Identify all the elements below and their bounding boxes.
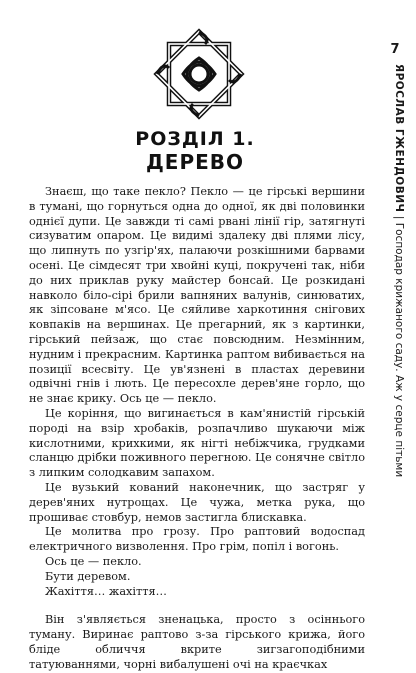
paragraph: Він з'являється зненацька, просто з осіннього туману. Виринає раптово з-за гірського крижа, його бліде обличчя вкрите зигзагоподібними татуюваннями, чорні вибалушені очі на краєчках (29, 613, 365, 671)
page-number: 7 (390, 42, 400, 57)
running-header-author: ЯРОСЛАВ ГЖЕНДОВИЧ (393, 64, 405, 213)
celtic-knot-emblem-icon (147, 22, 251, 126)
paragraph: Це коріння, що вигинається в кам'янистій гірській породі на взір хробаків, розпачливо шукаючи між кислотними, крихкими, як нігті небіжчика, грудками сланцю дрібки поживного перегною. Це сонячне світло з липким солодкавим запахом. (29, 406, 365, 480)
paragraph: Це вузький кований наконечник, що застряг у дерев'яних нутрощах. Це чужа, метка рука, що прошиває стовбур, немов застигла блискавка. (29, 480, 365, 524)
running-header-separator: | (393, 215, 405, 223)
body-text (29, 185, 365, 673)
paragraph: Це молитва про грозу. Про раптовий водоспад електричного визволення. Про грім, попіл і вогонь. (29, 525, 365, 554)
running-header-book-title: Господар крижаного саду. Аж у серце пітьми (393, 222, 405, 478)
paragraph: Жахіття… жахіття… (45, 584, 167, 598)
chapter-title: ДЕРЕВО (145, 150, 245, 174)
chapter-number: РОЗДІЛ 1. (135, 128, 255, 150)
paragraph: Бути деревом. (45, 569, 131, 583)
paragraph: Знаєш, що таке пекло? Пекло — це гірські вершини в тумані, що горнуться одна до одної, як дві половинки однієї дупи. Це завжди ті самі рвані лінії гір, затягнуті сизуватим опаром. Це видимі здалеку дві плями лісу, що липнуть по узгір'ях, палаючи розкішними барвами осені. Це сімдесят три хвойні куці, покручені так, ніби до них приклав руку майстер бонсай. Це розкидані навколо біло-сірі брили вапняних валунів, синюватих, як зіпсоване м'ясо. Це сяйливе харкотиння снігових ковпаків на вершинах. Це прегарний, як з картинки, гірський пейзаж, що стає повсюдним. Незмінним, нудним і прекрасним. Картинка раптом вибивається на позиції всесвіту. Це ув'язнені в пластах деревини одвічні гнів і лють. Це пересохле дерев'яне горло, що не знає крику. Ось це — пекло. (29, 185, 365, 406)
running-header (377, 42, 413, 582)
paragraph: Ось це — пекло. (45, 554, 142, 568)
